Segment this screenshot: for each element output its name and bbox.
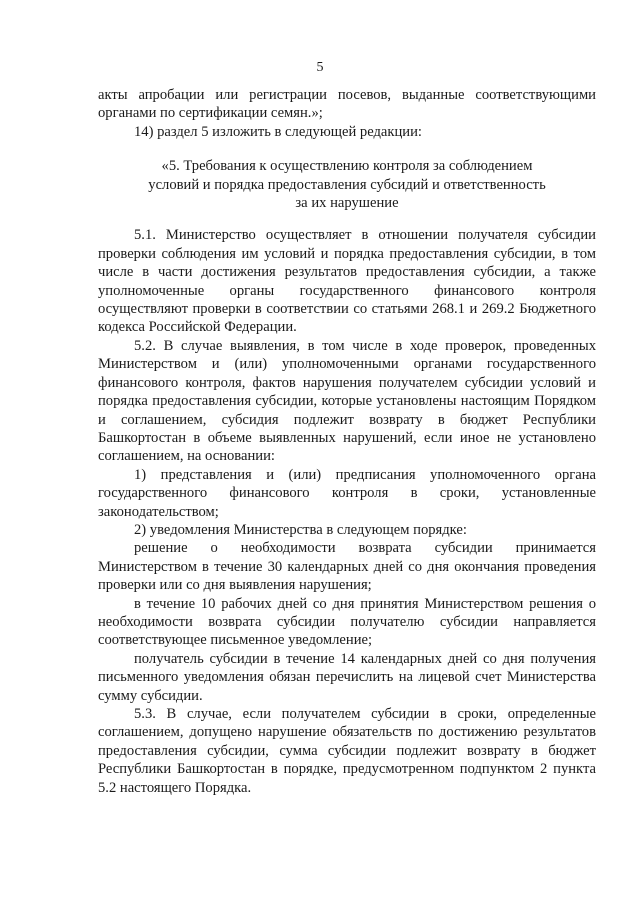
paragraph-continuation: акты апробации или регистрации посевов, выданные соответствующими органами по сертификации семян.»; [98,87,596,122]
paragraph-notification: в течение 10 рабочих дней со дня принятия Министерством решения о необходимости возврата субсидии получателю субсидии направляется соответствующее письменное уведомление; [98,595,596,649]
paragraph-5-1: 5.1. Министерство осуществляет в отношении получателя субсидии проверки соблюдения им условий и порядка предоставления субсидии, в том числе в части достижения результатов предоставления субсидии, а также уполномоченные органы государственного финансового контроля осуществляют проверки в соответствии со статьями 268.1 и 269.2 Бюджетного кодекса Российской Федерации. [98,227,596,336]
paragraph-5-3: 5.3. В случае, если получателем субсидии в сроки, определенные соглашением, допущено нарушение обязательств по достижению результатов предоставления субсидии, сумма субсидии подлежит возврату в бюджет Республики Башкортостан в порядке, предусмотренном подпунктом 2 пункта 5.2 настоящего Порядка. [98,706,596,796]
section-heading-line: «5. Требования к осуществлению контроля за соблюдением [161,158,533,175]
paragraph-repayment: получатель субсидии в течение 14 календарных дней со дня получения письменного уведомления обязан перечислить на лицевой счет Министерства сумму субсидии. [98,650,596,704]
paragraph-5-2: 5.2. В случае выявления, в том числе в ходе проверок, проведенных Министерством и (или) уполномоченными органами государственного финансового контроля, фактов нарушения получателем субсидии условий и порядка предоставления субсидии, которые установлены настоящим Порядком и соглашением, субсидия подлежит возврату в бюджет Республики Башкортостан в объеме выявленных нарушений, если иное не установлено соглашением, на основании: [98,337,596,465]
page-number: 5 [316,60,324,75]
document-body [98,86,596,797]
section-heading-line: за их нарушение [295,195,399,212]
paragraph-5-2-item-2: 2) уведомления Министерства в следующем порядке: [134,521,467,538]
paragraph-decision: решение о необходимости возврата субсидии принимается Министерством в течение 30 календарных дней со дня окончания проведения проверки или со дня выявления нарушения; [98,540,596,594]
section-heading-line: условий и порядка предоставления субсидий и ответственность [148,176,546,193]
paragraph-item-14: 14) раздел 5 изложить в следующей редакции: [134,123,422,140]
section-heading [98,157,596,212]
paragraph-5-2-item-1: 1) представления и (или) предписания уполномоченного органа государственного финансового контроля в сроки, установленные законодательством; [98,466,596,520]
